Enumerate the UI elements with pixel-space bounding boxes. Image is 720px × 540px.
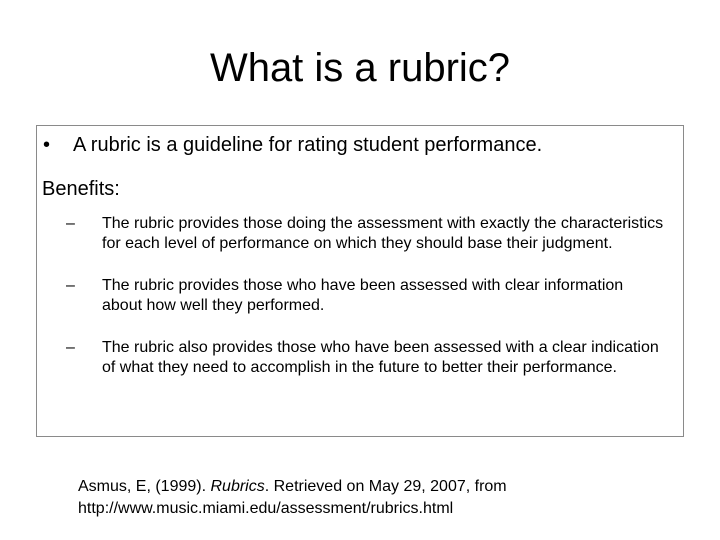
content-box [36,125,684,437]
citation-line [78,476,507,498]
benefit-text: The rubric provides those who have been assessed with clear information about how well they performed. [102,277,624,314]
citation-prefix: Asmus, E, (1999). [78,478,211,495]
dash-marker: – [66,339,75,356]
benefit-item [66,338,666,378]
benefits-list [66,214,666,400]
dash-marker: – [66,277,75,294]
benefit-text: The rubric also provides those who have been assessed with a clear indication of what they need to accomplish in the future to better their performance. [102,339,659,376]
citation [78,476,507,520]
bullet-marker: • [43,134,51,156]
citation-url: http://www.music.miami.edu/assessment/rubrics.html [78,500,454,517]
benefit-item [66,214,666,254]
benefit-item [66,276,666,316]
benefits-heading: Benefits: [42,178,120,200]
dash-marker: – [66,215,75,232]
benefit-text: The rubric provides those doing the assessment with exactly the characteristics for each level of performance on which they should base their judgment. [102,215,664,252]
citation-title: Rubrics [210,478,265,495]
citation-suffix: . Retrieved on May 29, 2007, from [264,478,507,495]
intro-bullet [43,132,542,158]
intro-bullet-text: A rubric is a guideline for rating student performance. [73,134,543,156]
slide-title: What is a rubric? [209,46,511,90]
